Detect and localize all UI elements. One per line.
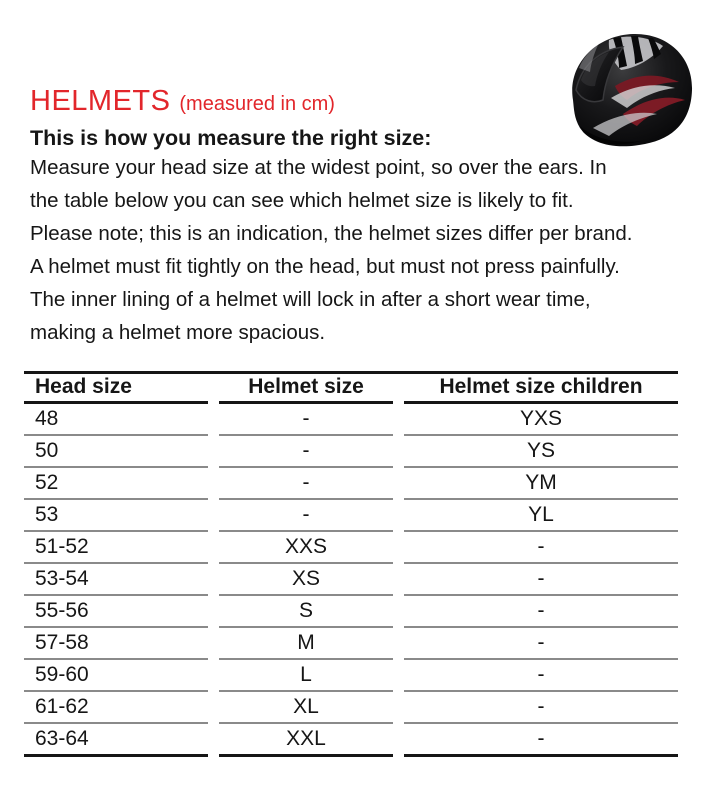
table-cell: - [404,724,678,757]
table-row [24,500,678,532]
intro-paragraph [30,151,696,349]
table-row [24,692,678,724]
motorcycle-helmet-image [553,28,705,156]
helmet-size-table [24,371,678,757]
body-line: Measure your head size at the widest point, so over the ears. In [30,156,607,179]
table-row [24,404,678,436]
table-row [24,596,678,628]
table-cell: XS [219,564,393,596]
table-row [24,436,678,468]
table-cell: 55-56 [24,596,208,628]
table-cell: 52 [24,468,208,500]
body-line: Please note; this is an indication, the helmet sizes differ per brand. [30,222,633,245]
table-cell: YXS [404,404,678,436]
column-header: Head size [24,374,208,404]
table-row [24,564,678,596]
table-cell: 57-58 [24,628,208,660]
table-cell: YM [404,468,678,500]
body-line: A helmet must fit tightly on the head, but must not press painfully. [30,255,620,278]
table-cell: - [219,468,393,500]
column-header: Helmet size children [404,374,678,404]
table-cell: - [404,564,678,596]
table-row [24,660,678,692]
page-title-text: HELMETS [30,85,171,117]
table-cell: 48 [24,404,208,436]
table-cell: - [219,436,393,468]
table-cell: 59-60 [24,660,208,692]
table-cell: 61-62 [24,692,208,724]
table-cell: 51-52 [24,532,208,564]
table-cell: XXS [219,532,393,564]
body-line: The inner lining of a helmet will lock in after a short wear time, [30,288,591,311]
table-cell: XL [219,692,393,724]
column-header: Helmet size [219,374,393,404]
table-cell: - [404,660,678,692]
table-cell: - [404,532,678,564]
intro-heading: This is how you measure the right size: [30,126,432,150]
page-title-unit-note: (measured in cm) [179,93,335,115]
table-row [24,724,678,757]
table-cell: 53-54 [24,564,208,596]
table-row [24,532,678,564]
body-line: the table below you can see which helmet size is likely to fit. [30,189,574,212]
body-line: making a helmet more spacious. [30,321,326,344]
table-header-row [24,374,678,404]
table-cell: M [219,628,393,660]
table-cell: S [219,596,393,628]
table-cell: - [219,500,393,532]
table-cell: - [219,404,393,436]
table-row [24,468,678,500]
table-cell: YS [404,436,678,468]
table-cell: 63-64 [24,724,208,757]
table-cell: - [404,628,678,660]
table-cell: L [219,660,393,692]
table-row [24,628,678,660]
table-cell: 50 [24,436,208,468]
table-cell: YL [404,500,678,532]
table-cell: 53 [24,500,208,532]
table-cell: - [404,692,678,724]
table-cell: - [404,596,678,628]
table-cell: XXL [219,724,393,757]
